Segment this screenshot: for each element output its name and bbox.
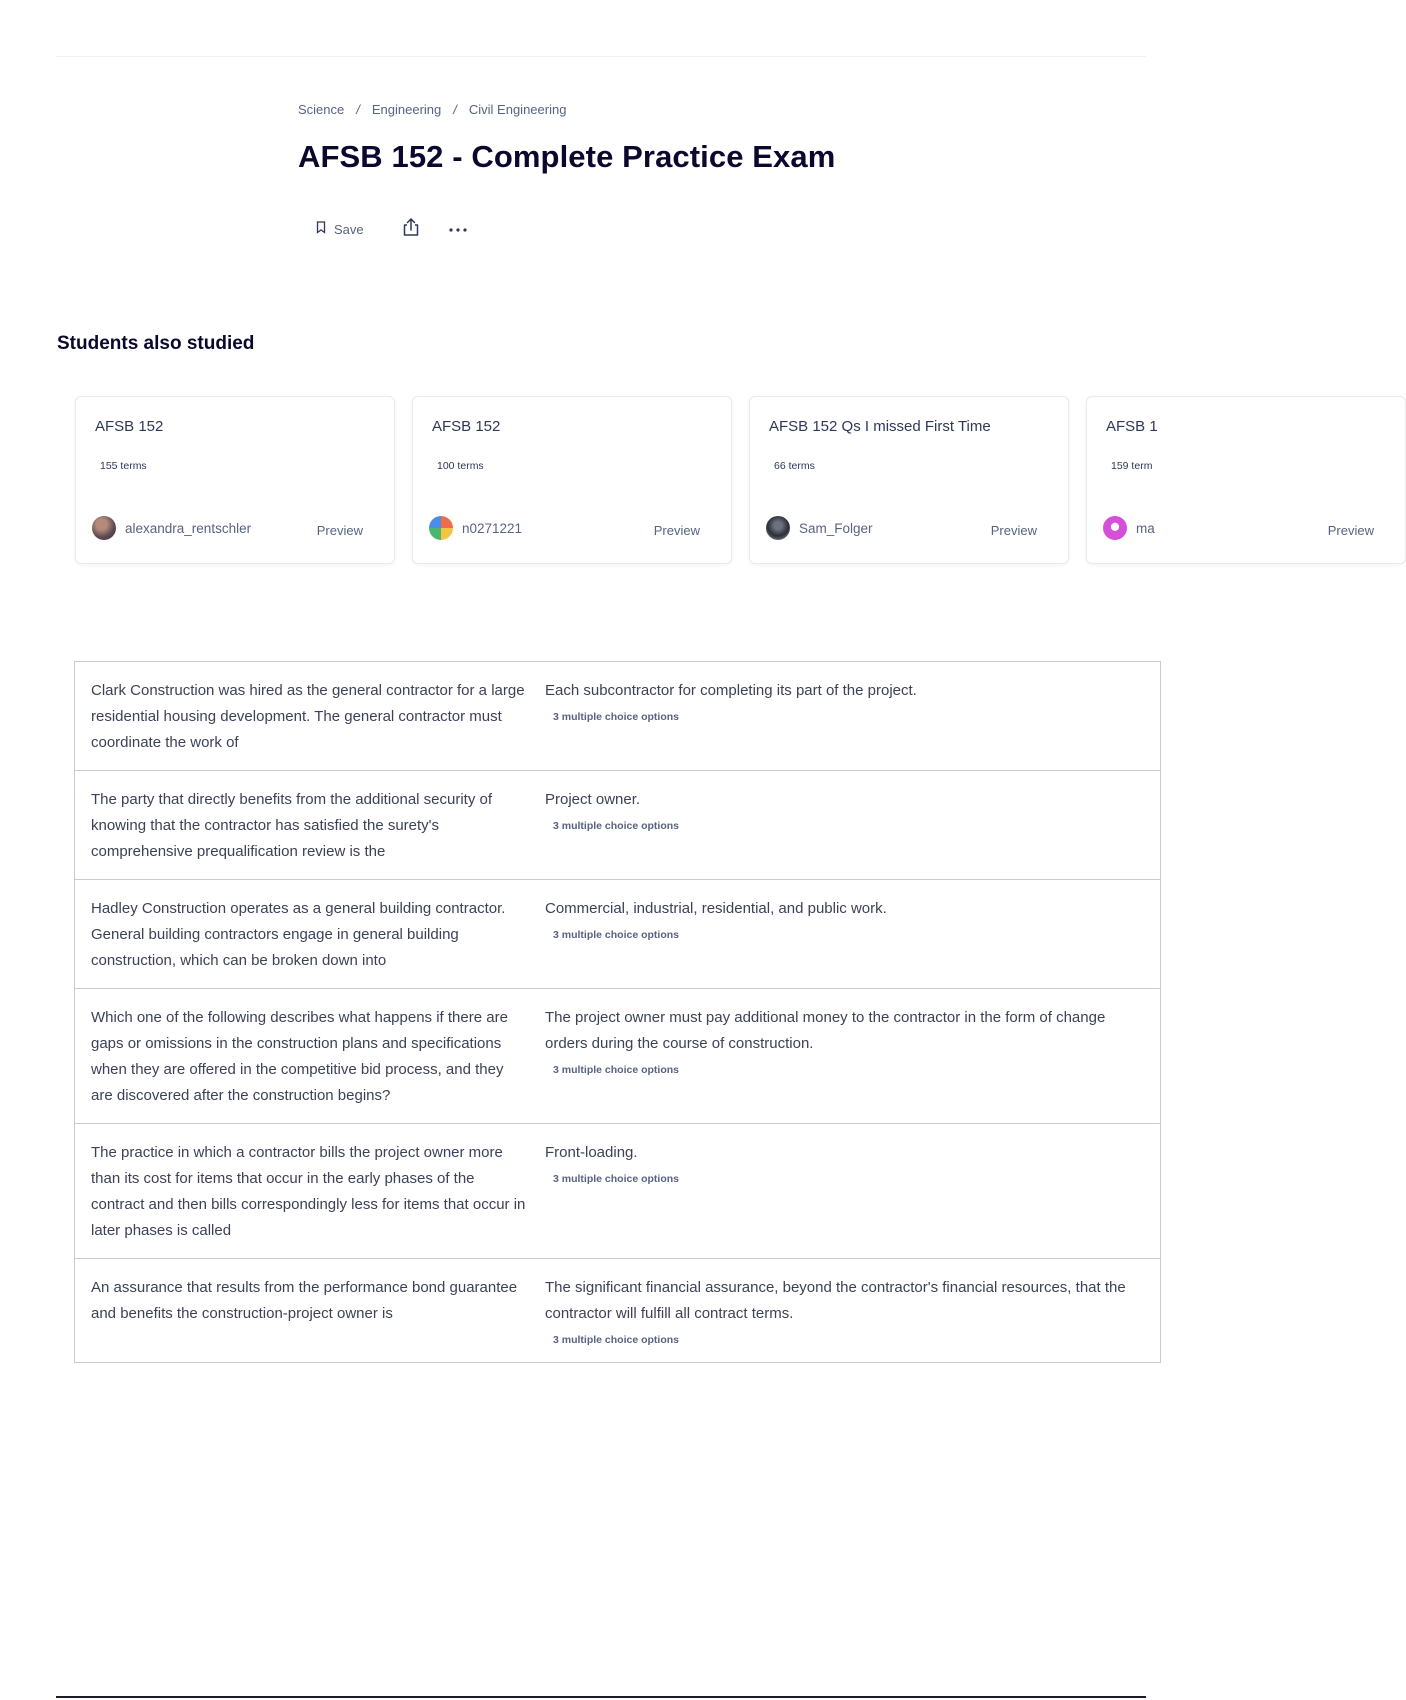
author-name: Sam_Folger [799,520,873,536]
top-divider [56,56,1146,57]
term-question: The party that directly benefits from the additional security of knowing that the contractor has satisfied the surety's comprehensive prequalification review is the [91,791,493,860]
breadcrumb-item-engineering[interactable]: Engineering [371,101,442,117]
card-title: AFSB 152 [432,418,501,435]
students-also-studied-heading: Students also studied [57,333,255,354]
multiple-choice-hint: 3 multiple choice options [553,1173,680,1185]
share-button[interactable] [402,217,420,242]
term-question: Which one of the following describes what happens if there are gaps or omissions in the construction plans and specifications when they are offered in the competitive bid process, and they are discovered after the construction begins? [91,1009,508,1104]
breadcrumb-item-civil-engineering[interactable]: Civil Engineering [468,101,567,117]
card-title: AFSB 1 [1106,418,1158,435]
term-answer: Project owner. [545,791,641,808]
card-title: AFSB 152 [95,418,164,435]
card-term-count: 155 terms [100,460,147,472]
term-answer: Commercial, industrial, residential, and public work. [545,900,887,917]
term-answer: Front-loading. [545,1144,638,1161]
card-term-count: 159 term [1111,460,1153,472]
term-answer-cell [545,1259,1160,1362]
author-name: alexandra_rentschler [125,520,252,536]
card-title: AFSB 152 Qs I missed First Time [769,418,991,435]
card-term-count: 66 terms [774,460,815,472]
table-row [75,662,1160,770]
breadcrumb [298,98,1098,120]
avatar [92,516,116,540]
multiple-choice-hint: 3 multiple choice options [553,1334,680,1346]
term-answer-cell [545,662,1160,770]
term-answer-cell [545,989,1160,1123]
save-button[interactable] [316,221,364,237]
related-set-card[interactable] [1086,396,1406,564]
avatar [1103,516,1127,540]
avatar [429,516,453,540]
term-answer-cell [545,771,1160,879]
preview-button[interactable]: Preview [1327,523,1374,538]
related-sets-carousel [75,396,1374,566]
preview-button[interactable]: Preview [653,523,700,538]
card-author [766,516,873,540]
term-question: Hadley Construction operates as a general building contractor. General building contractors engage in general building construction, which can be broken down into [91,900,506,969]
table-row [75,879,1160,988]
share-icon [402,217,420,242]
save-label: Save [334,221,364,237]
card-term-count: 100 terms [437,460,484,472]
card-author [1103,516,1155,540]
author-name: ma [1136,520,1155,536]
multiple-choice-hint: 3 multiple choice options [553,820,680,832]
term-answer: Each subcontractor for completing its part of the project. [545,682,917,699]
page-title: AFSB 152 - Complete Practice Exam [298,139,836,174]
terms-table [74,661,1161,1363]
card-author [429,516,522,540]
multiple-choice-hint: 3 multiple choice options [553,1064,680,1076]
preview-button[interactable]: Preview [990,523,1037,538]
term-answer: The significant financial assurance, beyond the contractor's financial resources, that the contractor will fulfill all contract terms. [545,1279,1126,1322]
breadcrumb-item-science[interactable]: Science [298,101,345,117]
table-row [75,1123,1160,1258]
term-question: Clark Construction was hired as the general contractor for a large residential housing development. The general contractor must coordinate the work of [91,682,525,751]
card-author [92,516,251,540]
multiple-choice-hint: 3 multiple choice options [553,929,680,941]
term-answer-cell [545,1124,1160,1258]
bookmark-icon [316,221,334,237]
related-set-card[interactable] [749,396,1069,564]
more-options-button[interactable] [448,220,468,238]
term-answer: The project owner must pay additional money to the contractor in the form of change orders during the course of construction. [545,1009,1106,1052]
set-header [298,98,1098,241]
preview-button[interactable]: Preview [316,523,363,538]
breadcrumb-separator: / [453,101,457,117]
author-name: n0271221 [462,520,523,536]
avatar [766,516,790,540]
related-set-card[interactable] [75,396,395,564]
term-question: The practice in which a contractor bills the project owner more than its cost for items that occur in the early phases of the contract and then bills correspondingly less for items that occur in later phases is called [91,1144,526,1239]
set-actions [316,217,1098,241]
bottom-divider [56,1696,1146,1698]
table-row [75,1258,1160,1362]
breadcrumb-separator: / [356,101,360,117]
term-answer-cell [545,880,1160,988]
related-set-card[interactable] [412,396,732,564]
term-question: An assurance that results from the performance bond guarantee and benefits the construction-project owner is [91,1279,518,1322]
multiple-choice-hint: 3 multiple choice options [553,711,680,723]
more-icon [448,220,468,238]
table-row [75,988,1160,1123]
table-row [75,770,1160,879]
